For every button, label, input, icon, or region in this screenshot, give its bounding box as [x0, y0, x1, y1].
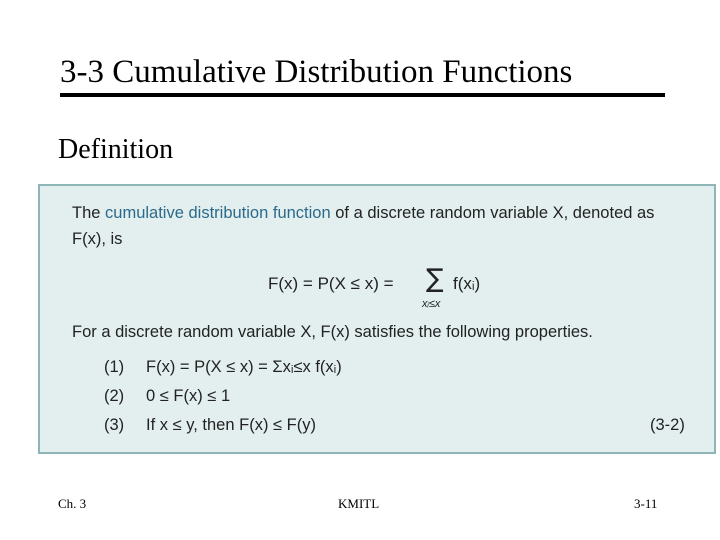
title-underline [60, 93, 665, 97]
summation-subscript: xᵢ≤x [422, 298, 441, 310]
property-text: If x ≤ y, then F(x) ≤ F(y) [146, 416, 316, 434]
slide-title: 3-3 Cumulative Distribution Functions [60, 54, 573, 90]
section-heading: Definition [58, 134, 174, 165]
definition-intro-line2: F(x), is [72, 230, 123, 248]
property-text: 0 ≤ F(x) ≤ 1 [146, 387, 231, 405]
definition-intro [72, 204, 654, 223]
summation-term: f(xᵢ) [453, 274, 481, 293]
summation-symbol: ∑ [426, 264, 444, 294]
intro-term: cumulative distribution function [105, 204, 331, 222]
footer-chapter: Ch. 3 [58, 496, 87, 511]
equation-number: (3-2) [650, 416, 685, 434]
definition-box [38, 184, 716, 454]
property-number: (1) [104, 358, 125, 376]
footer-page-number: 3-11 [634, 496, 658, 511]
footer-institution: KMITL [338, 496, 380, 511]
property-text: F(x) = P(X ≤ x) = Σxᵢ≤x f(xᵢ) [146, 358, 342, 376]
main-equation: F(x) = P(X ≤ x) = [268, 274, 394, 293]
property-number: (2) [104, 387, 125, 405]
property-number: (3) [104, 416, 125, 434]
intro-pre: The [72, 204, 106, 222]
intro-post: of a discrete random variable X, denoted as [330, 204, 655, 222]
properties-intro: For a discrete random variable X, F(x) satisfies the following properties. [72, 323, 593, 341]
